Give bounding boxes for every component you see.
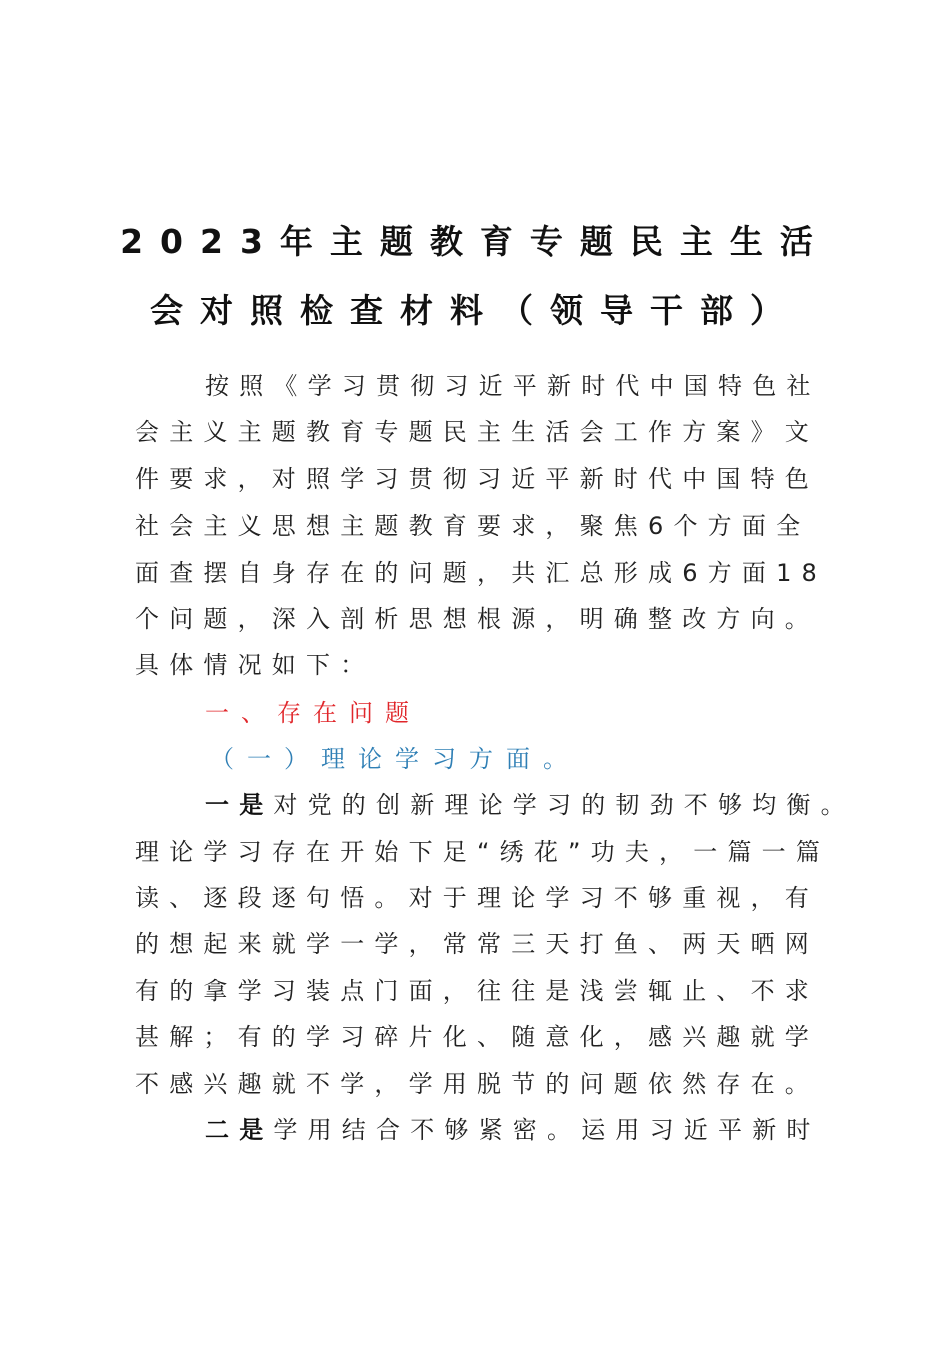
intro-line-4: 社会主义思想主题教育要求，聚焦6个方面全 — [135, 512, 811, 540]
intro-line-2: 会主义主题教育专题民主生活会工作方案》文 — [135, 418, 819, 446]
point-2-lead: 二是 — [205, 1116, 274, 1144]
point-1-line-6: 甚解；有的学习碎片化、随意化，感兴趣就学 — [135, 1023, 819, 1051]
point-1-line-4: 的想起来就学一学，常常三天打鱼、两天晒网 — [135, 930, 819, 958]
point-1-line-5: 有的拿学习装点门面，往往是浅尝辄止、不求 — [135, 977, 819, 1005]
intro-line-3: 件要求，对照学习贯彻习近平新时代中国特色 — [135, 465, 819, 493]
point-2-first-line — [205, 1115, 821, 1145]
point-2-first-text: 学用结合不够紧密。运用习近平新时 — [273, 1116, 821, 1144]
point-1-lead: 一是 — [205, 791, 274, 819]
document-title-line-2: 会对照检查材料（领导干部） — [150, 291, 800, 330]
point-1-first-text: 对党的创新理论学习的韧劲不够均衡。 — [273, 791, 855, 819]
intro-line-6: 个问题，深入剖析思想根源，明确整改方向。 — [135, 605, 819, 633]
subsection-heading-theory: （一）理论学习方面。 — [210, 745, 580, 773]
point-1-line-7: 不感兴趣就不学，学用脱节的问题依然存在。 — [135, 1070, 819, 1098]
point-1-line-3: 读、逐段逐句悟。对于理论学习不够重视，有 — [135, 884, 819, 912]
document-title-line-1: 2023年主题教育专题民主生活 — [120, 222, 830, 261]
intro-line-7: 具体情况如下： — [135, 651, 375, 679]
point-1-first-line — [205, 790, 855, 820]
section-heading-problems: 一、存在问题 — [205, 699, 421, 727]
intro-line-1: 按照《学习贯彻习近平新时代中国特色社 — [205, 372, 821, 400]
intro-line-5: 面查摆自身存在的问题，共汇总形成6方面18 — [135, 559, 828, 587]
point-1-line-2: 理论学习存在开始下足“绣花”功夫，一篇一篇 — [135, 838, 831, 866]
